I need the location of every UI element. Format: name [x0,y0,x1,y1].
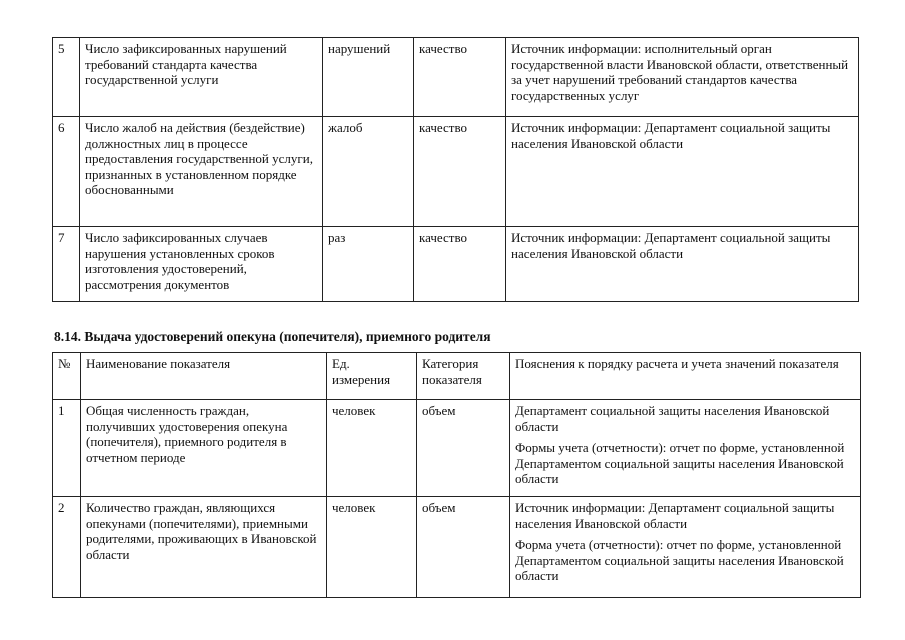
indicator-name: Число зафиксированных нарушений требований стандарта качества государственной услуги [80,38,323,117]
unit-of-measure: раз [323,227,414,302]
header-category: Категория показателя [417,353,510,400]
indicator-explanation: Источник информации: Департамент социальной защиты населения Ивановской области [506,227,859,302]
explanation-reporting-form: Формы учета (отчетности): отчет по форме, установленной Департаментом социальной защиты населения Ивановской области [515,440,845,486]
indicator-name: Общая численность граждан, получивших удостоверения опекуна (попечителя), приемного родителя в отчетном периоде [81,400,327,497]
header-indicator-name: Наименование показателя [81,353,327,400]
unit-of-measure: жалоб [323,117,414,227]
unit-of-measure: человек [327,400,417,497]
table-header-row [53,353,861,400]
section-heading: 8.14. Выдача удостоверений опекуна (попечителя), приемного родителя [54,329,491,344]
unit-of-measure: нарушений [323,38,414,117]
indicator-explanation: Источник информации: исполнительный орган государственной власти Ивановской области, ответственный за учет нарушений требований стандартов качества государственных услуг [506,38,859,117]
row-number: 1 [53,400,81,497]
header-explanation: Пояснения к порядку расчета и учета значений показателя [510,353,861,400]
row-number: 6 [53,117,80,227]
indicator-category: качество [414,227,506,302]
indicators-table-continued [52,37,859,302]
unit-of-measure: человек [327,497,417,598]
indicator-category: объем [417,497,510,598]
indicator-name: Количество граждан, являющихся опекунами (попечителями), приемными родителями, проживающих в Ивановской области [81,497,327,598]
explanation-source: Департамент социальной защиты населения Ивановской области [515,403,830,434]
indicators-table [52,352,861,598]
table-row [53,227,859,302]
table-row [53,400,861,497]
row-number: 2 [53,497,81,598]
indicator-explanation [510,497,861,598]
indicator-name: Число зафиксированных случаев нарушения установленных сроков изготовления удостоверений, рассмотрения документов [80,227,323,302]
indicator-name: Число жалоб на действия (бездействие) должностных лиц в процессе предоставления государственной услуги, признанных в установленном порядке обоснованными [80,117,323,227]
row-number: 7 [53,227,80,302]
indicator-explanation: Источник информации: Департамент социальной защиты населения Ивановской области [506,117,859,227]
header-unit: Ед. измерения [327,353,417,400]
header-number: № [53,353,81,400]
table-row [53,38,859,117]
indicator-explanation [510,400,861,497]
indicator-category: объем [417,400,510,497]
explanation-reporting-form: Форма учета (отчетности): отчет по форме, установленной Департаментом социальной защиты населения Ивановской области [515,537,844,583]
row-number: 5 [53,38,80,117]
table-row [53,117,859,227]
indicator-category: качество [414,38,506,117]
indicator-category: качество [414,117,506,227]
table-row [53,497,861,598]
explanation-source: Источник информации: Департамент социальной защиты населения Ивановской области [515,500,835,531]
